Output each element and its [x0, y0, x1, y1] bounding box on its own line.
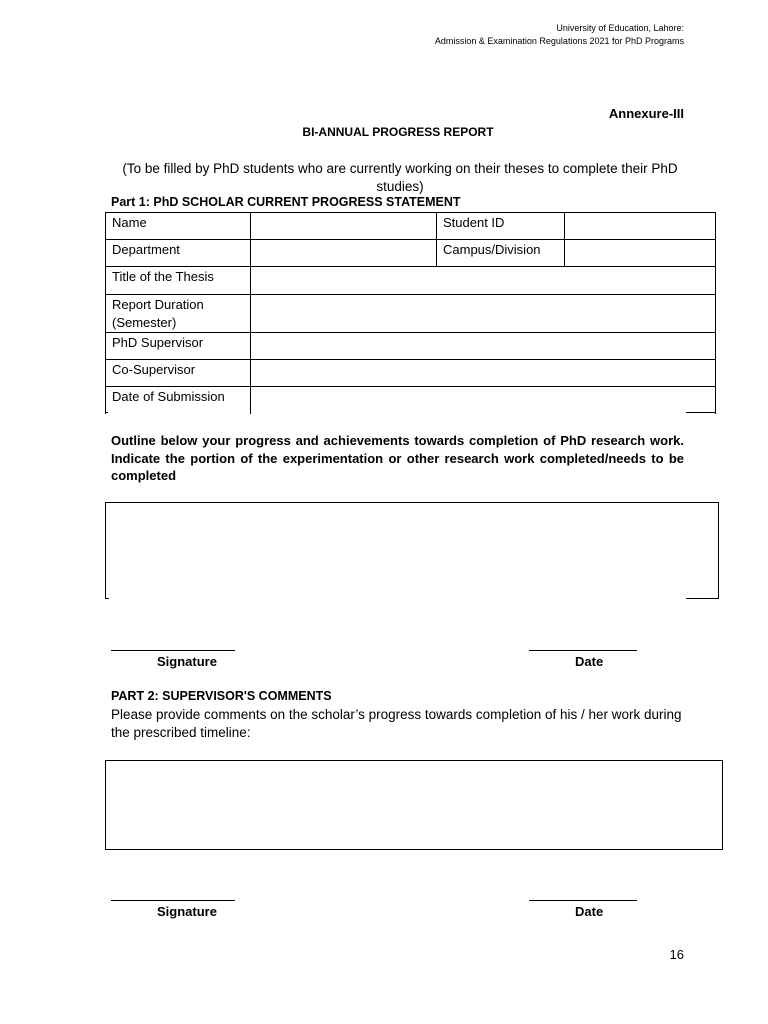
progress-box-corner-right [686, 598, 718, 599]
table-corner-right [686, 412, 716, 413]
department-field[interactable] [251, 240, 437, 267]
supervisor-comments-box[interactable] [105, 760, 723, 850]
department-label: Department [106, 240, 251, 267]
report-duration-field[interactable] [251, 295, 716, 333]
scholar-info-table [105, 212, 716, 414]
signature-line[interactable] [111, 650, 235, 651]
annexure-label: Annexure-III [608, 106, 684, 121]
date-label: Date [575, 654, 604, 669]
part1-heading: Part 1: PhD SCHOLAR CURRENT PROGRESS STATEMENT [111, 195, 461, 209]
outline-instruction: Outline below your progress and achievements towards completion of PhD research work. Indicate the portion of the experimentation or other research work completed/needs to be completed [111, 433, 684, 483]
report-title: BI-ANNUAL PROGRESS REPORT [302, 125, 494, 139]
signature-label: Signature [157, 654, 217, 669]
thesis-title-label: Title of the Thesis [106, 267, 251, 295]
supervisor-field[interactable] [251, 333, 716, 360]
date-line[interactable] [529, 650, 637, 651]
campus-field[interactable] [565, 240, 716, 267]
intro-text: (To be filled by PhD students who are currently working on their theses to complete their PhD studies) [122, 161, 678, 194]
student-id-label: Student ID [437, 213, 565, 240]
submission-date-field[interactable] [251, 387, 716, 414]
thesis-title-field[interactable] [251, 267, 716, 295]
report-duration-label: Report Duration (Semester) [106, 295, 251, 333]
student-id-field[interactable] [565, 213, 716, 240]
supervisor-signature-line[interactable] [111, 900, 235, 901]
part2-heading: PART 2: SUPERVISOR'S COMMENTS [111, 689, 332, 703]
name-field[interactable] [251, 213, 437, 240]
table-corner-left [105, 412, 108, 413]
name-label: Name [106, 213, 251, 240]
supervisor-date-line[interactable] [529, 900, 637, 901]
part2-instruction: Please provide comments on the scholar’s progress towards completion of his / her work during the prescribed timeline: [111, 707, 682, 740]
co-supervisor-label: Co-Supervisor [106, 360, 251, 387]
header-institution: University of Education, Lahore: [556, 23, 684, 33]
submission-date-label: Date of Submission [106, 387, 251, 414]
progress-text-box[interactable] [105, 502, 719, 599]
page-number: 16 [669, 947, 684, 962]
supervisor-label: PhD Supervisor [106, 333, 251, 360]
campus-label: Campus/Division [437, 240, 565, 267]
supervisor-signature-label: Signature [157, 904, 217, 919]
supervisor-date-label: Date [575, 904, 604, 919]
header-regulations: Admission & Examination Regulations 2021 for PhD Programs [434, 36, 684, 46]
co-supervisor-field[interactable] [251, 360, 716, 387]
progress-box-corner-left [105, 598, 109, 599]
